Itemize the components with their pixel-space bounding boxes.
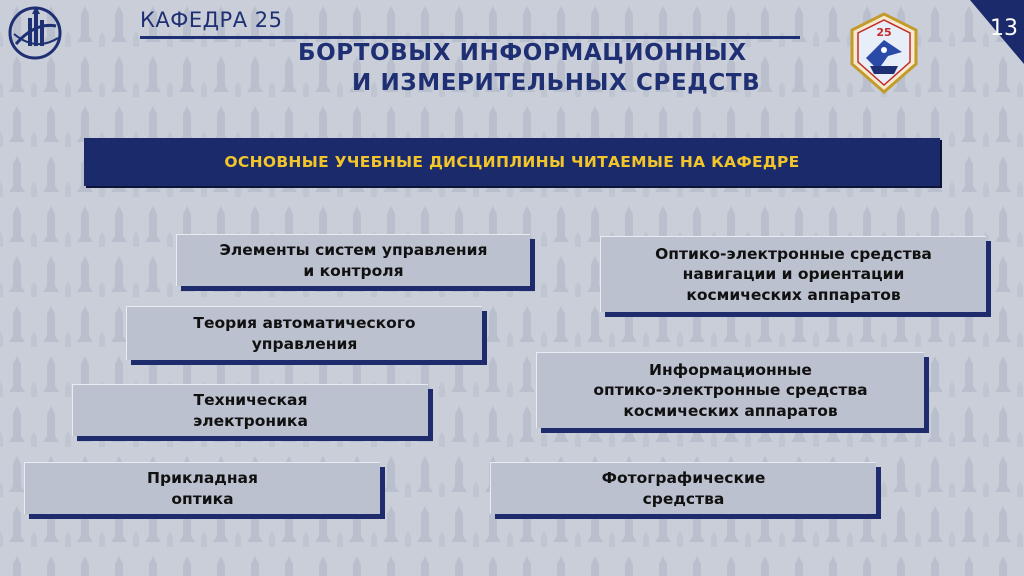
banner-text: ОСНОВНЫЕ УЧЕБНЫЕ ДИСЦИПЛИНЫ ЧИТАЕМЫЕ НА КАФЕДРЕ (224, 153, 800, 171)
discipline-card-applied-optics: Прикладная оптика (24, 462, 380, 514)
discipline-card-control-systems: Элементы систем управления и контроля (176, 234, 530, 286)
department-emblem-icon (848, 12, 920, 94)
university-logo-icon (6, 4, 64, 62)
discipline-card-info-optics: Информационные оптико-электронные средства космических аппаратов (536, 352, 924, 428)
page-title-line1: БОРТОВЫХ ИНФОРМАЦИОННЫХ (298, 40, 747, 66)
page-title-line2: И ИЗМЕРИТЕЛЬНЫХ СРЕДСТВ (352, 70, 761, 96)
section-banner (84, 138, 940, 186)
discipline-card-electronics: Техническая электроника (72, 384, 428, 436)
slide-number: 13 (990, 16, 1018, 41)
discipline-card-automatic-control: Теория автоматического управления (126, 306, 482, 360)
title-underline (140, 36, 800, 39)
slide-number-corner (950, 0, 1024, 64)
discipline-card-navigation-optics: Оптико-электронные средства навигации и ориентации космических аппаратов (600, 236, 986, 312)
department-label: КАФЕДРА 25 (140, 8, 283, 32)
svg-text:25: 25 (876, 26, 892, 39)
discipline-card-photo-means: Фотографические средства (490, 462, 876, 514)
